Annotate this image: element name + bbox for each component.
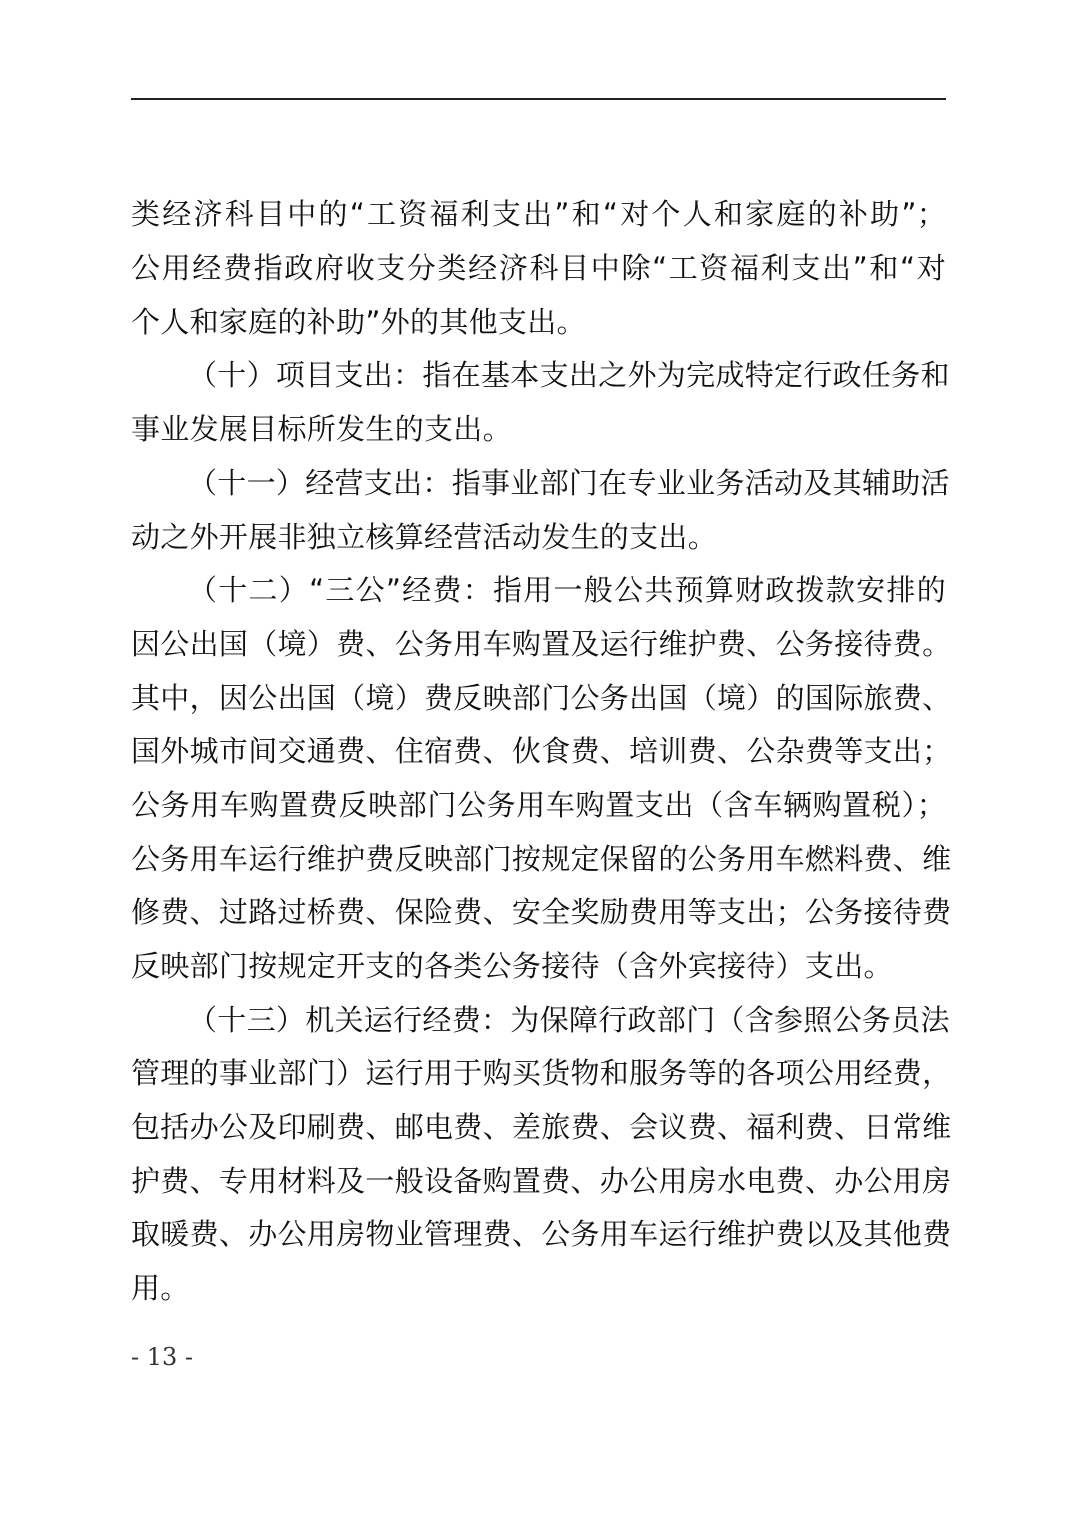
text-line: 公务用车运行维护费反映部门按规定保留的公务用车燃料费、维 [131,842,952,876]
text-line: 其中，因公出国（境）费反映部门公务出国（境）的国际旅费、 [131,681,952,715]
text-line: 取暖费、办公用房物业管理费、公务用车运行维护费以及其他费 [131,1217,952,1251]
text-line: 公用经费指政府收支分类经济科目中除“工资福利支出”和“对 [131,251,946,285]
text-line: 包括办公及印刷费、邮电费、差旅费、会议费、福利费、日常维 [131,1110,952,1144]
paragraph-heading-line: （十一）经营支出：指事业部门在专业业务活动及其辅助活 [188,466,950,500]
text-line: 用。 [131,1271,190,1305]
text-line: 公务用车购置费反映部门公务用车购置支出（含车辆购置税）； [131,788,946,822]
paragraph-heading-line: （十三）机关运行经费：为保障行政部门（含参照公务员法 [188,1003,950,1037]
text-line: 国外城市间交通费、住宿费、伙食费、培训费、公杂费等支出； [131,734,952,768]
paragraph-heading-line: （十）项目支出：指在基本支出之外为完成特定行政任务和 [188,358,950,392]
header-rule [131,98,946,100]
text-line: 个人和家庭的补助”外的其他支出。 [131,305,586,339]
text-line: 事业发展目标所发生的支出。 [131,412,512,446]
paragraph-heading-line: （十二）“三公”经费：指用一般公共预算财政拨款安排的 [188,573,946,607]
text-line: 反映部门按规定开支的各类公务接待（含外宾接待）支出。 [131,949,893,983]
page-number: - 13 - [131,1343,194,1371]
text-line: 类经济科目中的“工资福利支出”和“对个人和家庭的补助”； [131,197,946,231]
text-line: 动之外开展非独立核算经营活动发生的支出。 [131,520,718,554]
text-line: 修费、过路过桥费、保险费、安全奖励费用等支出；公务接待费 [131,895,952,929]
text-line: 护费、专用材料及一般设备购置费、办公用房水电费、办公用房 [131,1164,952,1198]
text-line: 管理的事业部门）运行用于购买货物和服务等的各项公用经费， [131,1056,952,1090]
text-line: 因公出国（境）费、公务用车购置及运行维护费、公务接待费。 [131,627,952,661]
